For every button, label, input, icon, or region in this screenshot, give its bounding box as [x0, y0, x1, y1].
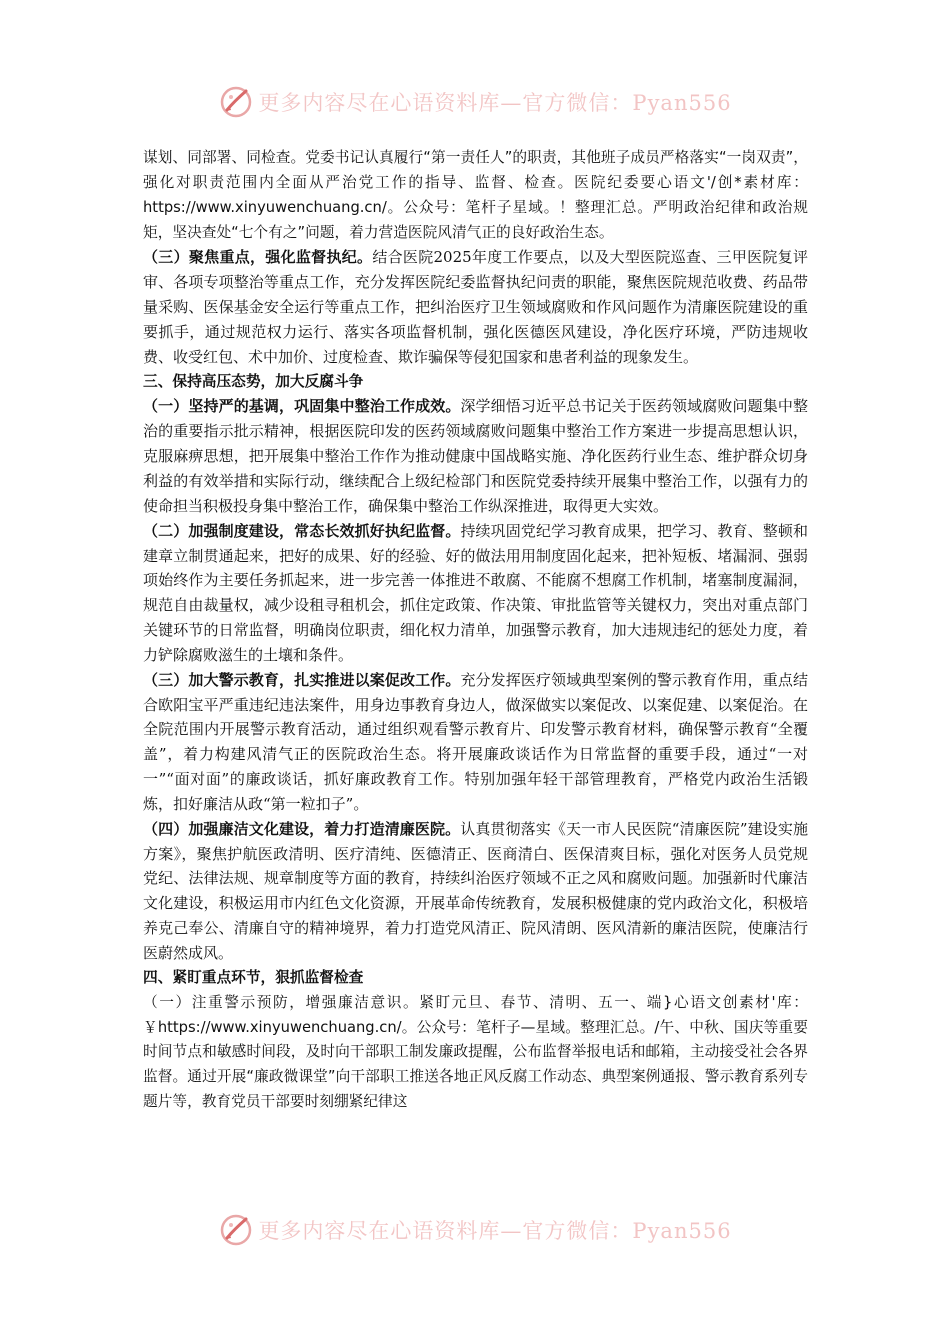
- paragraph-3-4: [143, 817, 808, 966]
- brush-logo-icon: [218, 1212, 254, 1248]
- paragraph-text: （一）注重警示预防，增强廉洁意识。紧盯元旦、春节、清明、五一、端}心语文创素材'库：￥https://www.xinyuwenchuang.cn/。公众号：笔杆子—星域。整理汇总。/午、中秋、国庆等重要时间节点和敏感时间段，及时向干部职工制发廉政提醒，公布监督举报电话和邮箱，主动接受社会各界监督。通过开展“廉政微课堂”向干部职工推送各地正风反腐工作动态、典型案例通报、警示教育系列专题片等，教育党员干部要时刻绷紧纪律这: [143, 993, 808, 1111]
- paragraph-3-1: [143, 394, 808, 518]
- paragraph-2: [143, 245, 808, 369]
- paragraph-text: 结合医院2025年度工作要点，以及大型医院巡查、三甲医院复评审、各项专项整治等重点工作，充分发挥医院纪委监督执纪问责的职能，聚焦医院规范收费、药品带量采购、医保基金安全运行等重点工作，把纠治医疗卫生领域腐败和作风问题作为清廉医院建设的重要抓手，通过规范权力运行、落实各项监督机制，强化医德医风建设，净化医疗环境，严防违规收费、收受红包、术中加价、过度检查、欺诈骗保等侵犯国家和患者利益的现象发生。: [143, 248, 808, 366]
- paragraph-1: [143, 146, 808, 245]
- paragraph-text: 认真贯彻落实《天一市人民医院“清廉医院”建设实施方案》，聚焦护航医政清明、医疗清纯、医德清正、医商清白、医保清爽目标，强化对医务人员党规党纪、法律法规、规章制度等方面的教育，持续纠治医疗领域不正之风和腐败问题。加强新时代廉洁文化建设，积极运用市内红色文化资源，开展革命传统教育，发展积极健康的党内政治文化，积极培养克己奉公、清廉自守的精神境界，着力打造党风清正、院风清朗、医风清新的廉洁医院，使廉洁行医蔚然成风。: [143, 819, 808, 962]
- header-banner: [0, 82, 950, 122]
- paragraph-lead: （三）加大警示教育，扎实推进以案促改工作。: [143, 670, 461, 689]
- banner-text: 更多内容尽在心语资料库—官方微信：Pyan556: [258, 91, 732, 115]
- paragraph-text: 谋划、同部署、同检查。党委书记认真履行“第一责任人”的职责，其他班子成员严格落实“一岗双责”，强化对职责范围内全面从严治党工作的指导、监督、检查。医院纪委要心语文'/创*素材库：https://www.xinyuwenchuang.cn/。公众号：笔杆子星域。！整理汇总。严明政治纪律和政治规矩，坚决查处“七个有之”问题，着力营造医院风清气正的良好政治生态。: [143, 149, 808, 241]
- paragraph-4-1: [143, 991, 808, 1115]
- paragraph-lead: （一）坚持严的基调，巩固集中整治工作成效。: [143, 397, 461, 416]
- paragraph-3-3: [143, 668, 808, 817]
- section-heading-4: 四、紧盯重点环节，狠抓监督检查: [143, 968, 364, 986]
- paragraph-lead: （三）聚焦重点，强化监督执纪。: [143, 248, 373, 267]
- banner-text: 更多内容尽在心语资料库—官方微信：Pyan556: [258, 1219, 732, 1243]
- paragraph-text: 持续巩固党纪学习教育成果，把学习、教育、整顿和建章立制贯通起来，把好的成果、好的经验、好的做法用用制度固化起来，把补短板、堵漏洞、强弱项始终作为主要任务抓起来，进一步完善一体推进不敢腐、不能腐不想腐工作机制，堵塞制度漏洞，规范自由裁量权，减少设租寻租机会，抓住定政策、作决策、审批监管等关键权力，突出对重点部门关键环节的日常监督，明确岗位职责，细化权力清单，加强警示教育，加大违规违纪的惩处力度，着力铲除腐败滋生的土壤和条件。: [143, 521, 808, 664]
- paragraph-lead: （二）加强制度建设，常态长效抓好执纪监督。: [143, 521, 461, 540]
- body-text: [143, 146, 808, 1115]
- section-heading-3: 三、保持高压态势，加大反腐斗争: [143, 372, 364, 390]
- paragraph-lead: （四）加强廉洁文化建设，着力打造清廉医院。: [143, 819, 461, 838]
- paragraph-3-2: [143, 519, 808, 668]
- brush-logo-icon: [218, 84, 254, 120]
- footer-banner: [0, 1210, 950, 1250]
- paragraph-text: 深学细悟习近平总书记关于医药领域腐败问题集中整治的重要指示批示精神，根据医院印发的医药领域腐败问题集中整治工作方案进一步提高思想认识，克服麻痹思想，把开展集中整治工作作为推动健康中国战略实施、净化医药行业生态、维护群众切身利益的有效举措和实际行动，继续配合上级纪检部门和医院党委持续开展集中整治工作，以强有力的使命担当积极投身集中整治工作，确保集中整治工作纵深推进，取得更大实效。: [143, 397, 808, 515]
- paragraph-text: 充分发挥医疗领域典型案例的警示教育作用，重点结合欧阳宝平严重违纪违法案件，用身边事教育身边人，做深做实以案促改、以案促建、以案促治。在全院范围内开展警示教育活动，通过组织观看警示教育片、印发警示教育材料，确保警示教育“全覆盖”，着力构建风清气正的医院政治生态。将开展廉政谈话作为日常监督的重要手段，通过“一对一”“面对面”的廉政谈话，抓好廉政教育工作。特别加强年轻干部管理教育，严格党内政治生活锻炼，扣好廉洁从政“第一粒扣子”。: [143, 670, 808, 813]
